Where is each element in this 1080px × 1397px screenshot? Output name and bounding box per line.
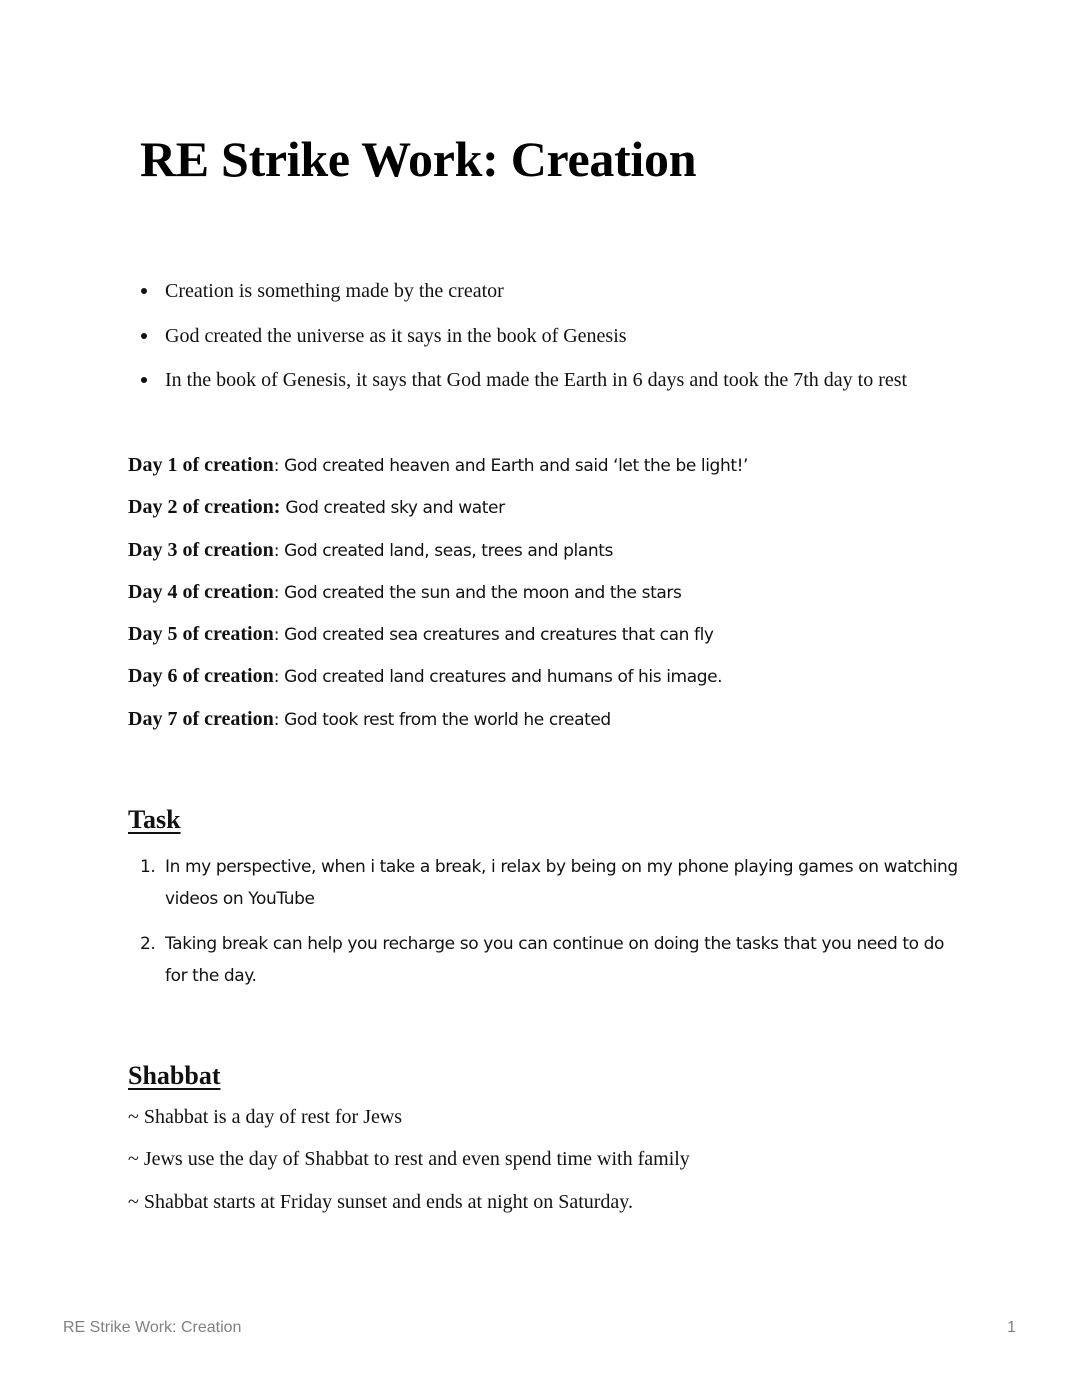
day-separator: : — [273, 582, 285, 603]
day-description: God created the sun and the moon and the stars — [284, 582, 682, 603]
bullet-text: In the book of Genesis, it says that God made the Earth in 6 days and took the 7th day to rest — [165, 369, 908, 391]
day-description: God created sky and water — [285, 498, 505, 519]
creation-day-row — [128, 452, 748, 494]
task-number: 2. — [140, 934, 156, 954]
task-list — [128, 852, 968, 1006]
day-description: God took rest from the world he created — [284, 709, 611, 730]
day-label: Day 5 of creation — [128, 623, 274, 646]
day-description: God created land creatures and humans of his image. — [284, 667, 723, 688]
day-separator: : — [273, 709, 285, 730]
intro-bullet-list — [128, 278, 907, 412]
day-label: Day 6 of creation — [128, 665, 274, 688]
bullet-text: God created the universe as it says in the book of Genesis — [165, 324, 627, 347]
bullet-dot-icon — [141, 377, 147, 383]
bullet-item — [128, 367, 907, 412]
shabbat-line: ~ Shabbat starts at Friday sunset and ends at night on Saturday. — [128, 1190, 633, 1213]
day-separator: : — [273, 625, 285, 646]
day-label: Day 1 of creation — [128, 454, 274, 476]
shabbat-line: ~ Jews use the day of Shabbat to rest and even spend time with family — [128, 1148, 690, 1171]
day-description: God created land, seas, trees and plants — [284, 540, 613, 561]
bullet-item — [128, 278, 907, 323]
creation-day-row — [128, 663, 748, 705]
day-label: Day 4 of creation — [128, 580, 274, 603]
day-separator: : — [273, 456, 285, 476]
shabbat-heading: Shabbat — [128, 1061, 221, 1090]
bullet-dot-icon — [141, 288, 147, 294]
day-separator: : — [273, 540, 285, 561]
day-description: God created sea creatures and creatures that can fly — [284, 625, 714, 646]
creation-days-list — [128, 452, 748, 748]
day-label: Day 3 of creation — [128, 538, 274, 561]
bullet-text: Creation is something made by the creator — [165, 280, 504, 302]
task-item — [128, 852, 968, 915]
day-label: Day 2 of creation: — [128, 496, 281, 519]
creation-day-row — [128, 494, 748, 536]
task-item — [128, 929, 968, 992]
footer-document-title: RE Strike Work: Creation — [63, 1319, 242, 1336]
shabbat-line: ~ Shabbat is a day of rest for Jews — [128, 1106, 403, 1128]
day-separator: : — [273, 667, 285, 688]
creation-day-row — [128, 621, 748, 663]
shabbat-list — [128, 1104, 690, 1231]
task-heading: Task — [128, 805, 181, 834]
task-number: 1. — [140, 857, 156, 877]
day-label: Day 7 of creation — [128, 707, 274, 730]
creation-day-row — [128, 537, 748, 579]
task-text: Taking break can help you recharge so you can continue on doing the tasks that you need to do for the day. — [165, 934, 945, 986]
footer-page-number: 1 — [1007, 1319, 1016, 1336]
creation-day-row — [128, 706, 748, 748]
bullet-item — [128, 323, 907, 368]
document-title: RE Strike Work: Creation — [140, 131, 697, 187]
creation-day-row — [128, 579, 748, 621]
day-description: God created heaven and Earth and said ‘let the be light!’ — [284, 456, 749, 476]
task-text: In my perspective, when i take a break, i relax by being on my phone playing games on watching videos on YouTube — [165, 857, 958, 909]
bullet-dot-icon — [141, 333, 147, 339]
